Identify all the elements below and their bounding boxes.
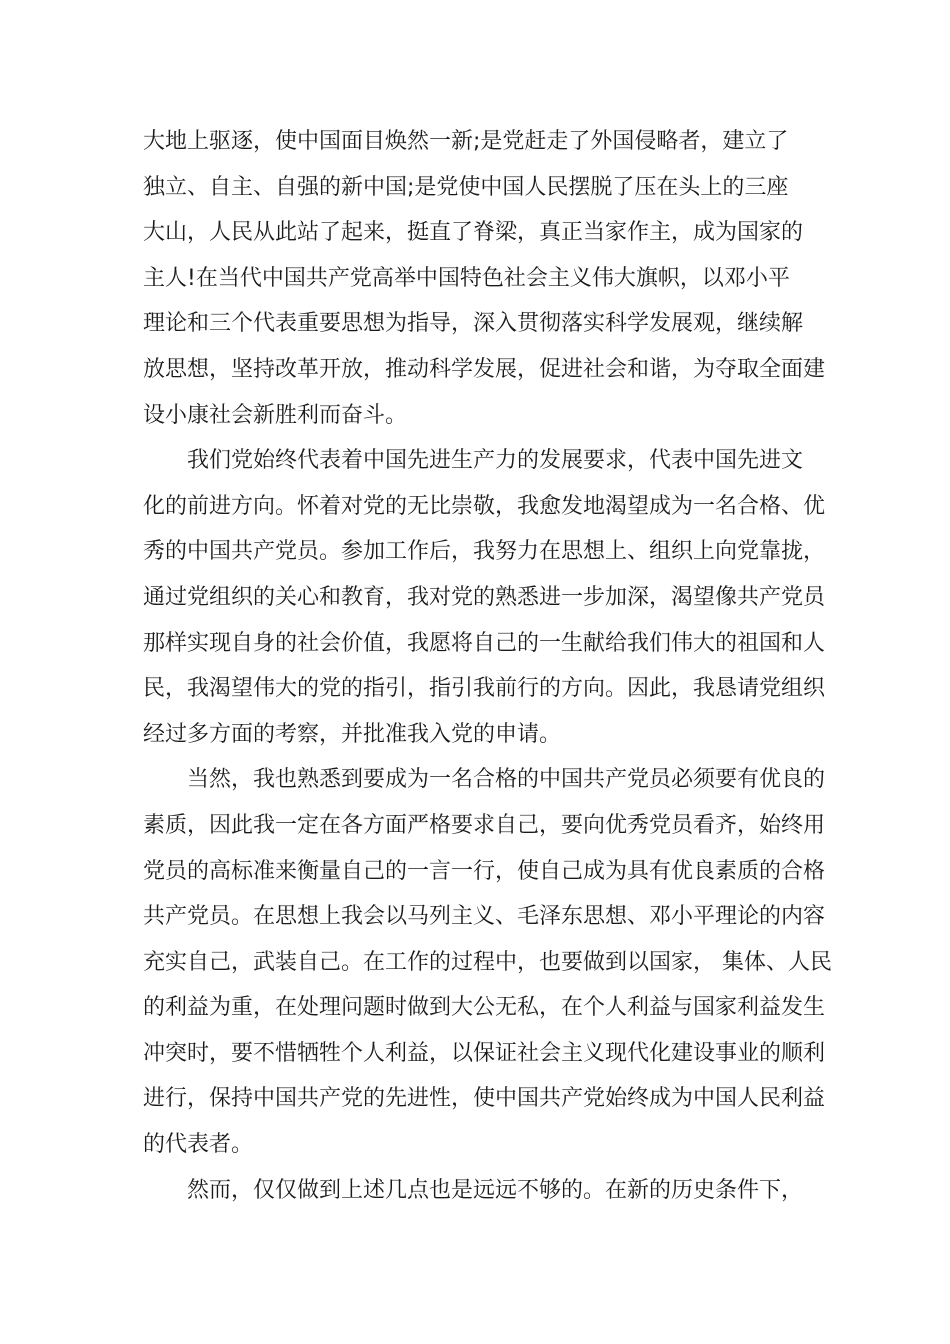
text-line: 民，我渴望伟大的党的指引，指引我前行的方向。因此，我恳请党组织 (143, 676, 826, 702)
paragraph-start-line: 然而，仅仅做到上述几点也是远远不够的。在新的历史条件下， (187, 1177, 804, 1203)
text-line: 大山，人民从此站了起来，挺直了脊梁，真正当家作主，成为国家的 (143, 220, 804, 246)
text-line: 经过多方面的考察，并批准我入党的申请。 (143, 721, 562, 747)
text-line: 那样实现自身的社会价值，我愿将自己的一生献给我们伟大的祖国和人 (143, 630, 826, 656)
text-line: 充实自己，武装自己。在工作的过程中，也要做到以国家， 集体、人民 (143, 949, 832, 975)
text-line: 进行，保持中国共产党的先进性，使中国共产党始终成为中国人民利益 (143, 1086, 826, 1112)
text-line: 的代表者。 (143, 1132, 254, 1158)
text-line: 通过党组织的关心和教育，我对党的熟悉进一步加深，渴望像共产党员 (143, 584, 826, 610)
text-line: 素质，因此我一定在各方面严格要求自己，要向优秀党员看齐，始终用 (143, 812, 826, 838)
text-line: 化的前进方向。怀着对党的无比崇敬，我愈发地渴望成为一名合格、优 (143, 493, 826, 519)
text-line: 党员的高标准来衡量自己的一言一行，使自己成为具有优良素质的合格 (143, 858, 826, 884)
document-body (143, 119, 832, 1213)
text-line: 独立、自主、自强的新中国;是党使中国人民摆脱了压在头上的三座 (143, 174, 789, 200)
text-line: 的利益为重，在处理问题时做到大公无私，在个人利益与国家利益发生 (143, 995, 826, 1021)
text-line: 冲突时，要不惜牺牲个人利益，以保证社会主义现代化建设事业的顺利 (143, 1040, 826, 1066)
paragraph-start-line: 当然，我也熟悉到要成为一名合格的中国共产党员必须要有优良的 (187, 767, 826, 793)
text-line: 放思想，坚持改革开放，推动科学发展，促进社会和谐，为夺取全面建 (143, 356, 826, 382)
text-line: 主人!在当代中国共产党高举中国特色社会主义伟大旗帜，以邓小平 (143, 265, 790, 291)
text-line: 理论和三个代表重要思想为指导，深入贯彻落实科学发展观，继续解 (143, 311, 804, 337)
paragraph-start-line: 我们党始终代表着中国先进生产力的发展要求，代表中国先进文 (187, 448, 804, 474)
text-line: 共产党员。在思想上我会以马列主义、毛泽东思想、邓小平理论的内容 (143, 904, 826, 930)
text-line: 大地上驱逐，使中国面目焕然一新;是党赶走了外国侵略者，建立了 (143, 129, 789, 154)
text-line: 设小康社会新胜利而奋斗。 (143, 402, 408, 428)
text-line: 秀的中国共产党员。参加工作后，我努力在思想上、组织上向党靠拢， (143, 539, 826, 565)
